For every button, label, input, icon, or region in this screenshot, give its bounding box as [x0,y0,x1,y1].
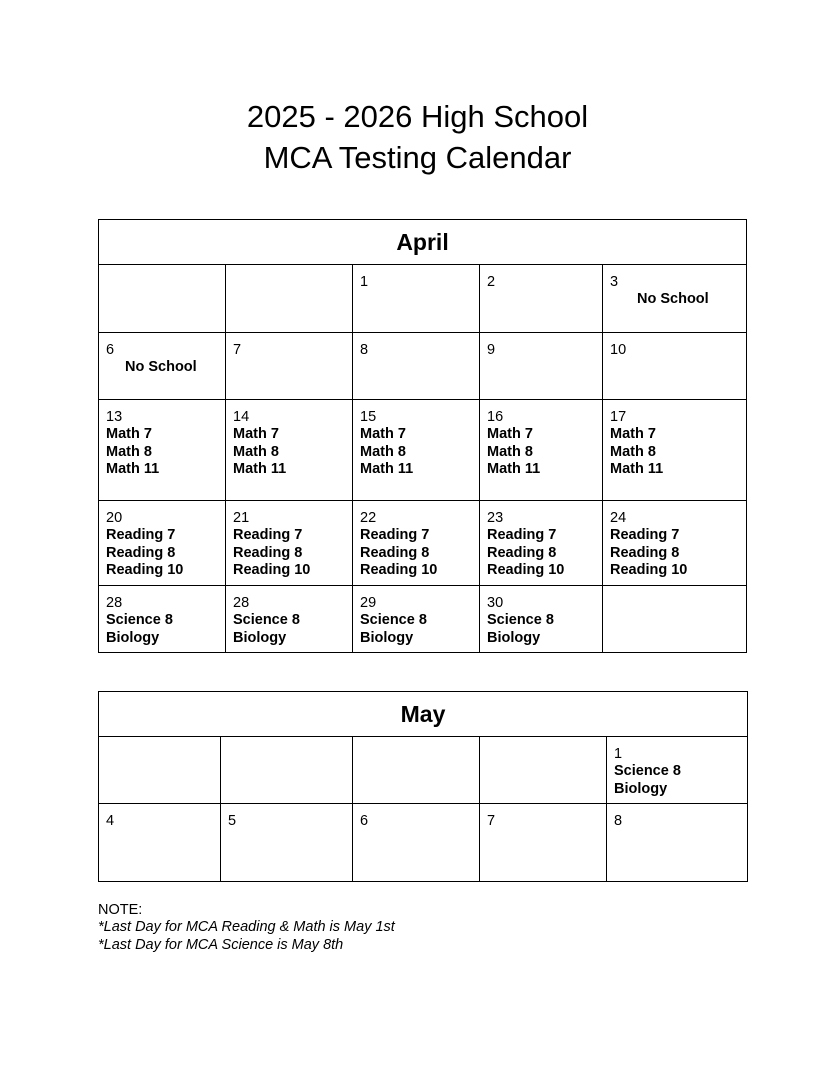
day-event: No School [125,359,197,376]
day-number: 14 [233,409,250,425]
day-number: 22 [360,510,377,526]
day-event: Biology [614,780,668,797]
calendar-week-row [99,333,747,400]
calendar-day-cell [99,333,226,400]
april-calendar-table [98,219,747,653]
calendar-week-row [99,737,748,804]
calendar-day-cell [480,333,603,400]
may-calendar-table [98,691,748,882]
day-number: 15 [360,409,377,425]
day-event: Reading 10 [610,561,688,578]
calendar-day-cell [99,501,226,586]
day-number: 17 [610,409,627,425]
note-line: *Last Day for MCA Reading & Math is May 1st [98,919,395,936]
day-event: Science 8 [614,763,681,780]
day-number: 9 [487,342,496,358]
day-number: 13 [106,409,123,425]
day-number: 10 [610,342,627,358]
day-event: Math 8 [360,443,406,460]
day-event: Math 11 [360,460,414,477]
day-number: 28 [106,595,123,611]
day-event: Reading 7 [233,527,303,544]
day-event: Reading 8 [360,544,430,561]
calendar-day-cell [226,501,353,586]
day-number: 4 [106,813,115,829]
calendar-day-cell [353,586,480,653]
calendar-day-cell [221,804,353,882]
day-event: Reading 8 [610,544,680,561]
calendar-week-row [99,586,747,653]
calendar-day-cell [353,333,480,400]
day-event: Biology [106,629,160,646]
day-event: Reading 7 [106,527,176,544]
calendar-day-cell [603,501,747,586]
day-number: 3 [610,274,619,290]
day-event: Math 8 [106,443,152,460]
calendar-day-cell [99,265,226,333]
day-event: Math 11 [106,460,160,477]
day-event: Biology [233,629,287,646]
calendar-week-row [99,400,747,501]
calendar-day-cell [353,265,480,333]
calendar-day-cell [480,737,607,804]
day-event: Reading 7 [610,527,680,544]
calendar-day-cell [480,400,603,501]
day-number: 29 [360,595,377,611]
calendar-day-cell [353,400,480,501]
day-number: 20 [106,510,123,526]
day-event: Math 7 [487,426,533,443]
day-event: Reading 8 [487,544,557,561]
day-number: 21 [233,510,250,526]
day-number: 1 [360,274,369,290]
day-event: Math 11 [233,460,287,477]
calendar-day-cell [99,400,226,501]
calendar-day-cell [607,804,748,882]
day-event: Reading 10 [487,561,565,578]
day-number: 6 [106,342,115,358]
calendar-day-cell [603,265,747,333]
day-number: 7 [233,342,242,358]
calendar-day-cell [603,333,747,400]
day-number: 2 [487,274,496,290]
calendar-day-cell [603,586,747,653]
day-number: 28 [233,595,250,611]
day-event: Science 8 [106,612,173,629]
day-event: Math 7 [360,426,406,443]
day-number: 1 [614,746,623,762]
day-event: Reading 8 [233,544,303,561]
calendar-day-cell [226,586,353,653]
calendar-day-cell [480,265,603,333]
calendar-day-cell [99,586,226,653]
day-number: 6 [360,813,369,829]
notes-section [98,902,395,954]
page-title [0,96,835,178]
calendar-day-cell [607,737,748,804]
day-event: Reading 7 [360,527,430,544]
day-event: Biology [360,629,414,646]
day-event: Math 8 [233,443,279,460]
day-number: 23 [487,510,504,526]
calendar-day-cell [480,586,603,653]
calendar-day-cell [226,333,353,400]
day-event: Biology [487,629,541,646]
day-event: Math 11 [610,460,664,477]
day-event: Reading 10 [106,561,184,578]
calendar-week-row [99,804,748,882]
day-event: Math 8 [487,443,533,460]
page-title-line-1: 2025 - 2026 High School [246,99,589,134]
day-number: 30 [487,595,504,611]
day-event: Math 7 [610,426,656,443]
calendar-day-cell [99,804,221,882]
day-event: Reading 8 [106,544,176,561]
calendar-week-row [99,265,747,333]
note-line: *Last Day for MCA Science is May 8th [98,936,344,953]
calendar-day-cell [226,265,353,333]
month-header-april: April [99,220,747,265]
day-number: 7 [487,813,496,829]
calendar-day-cell [353,501,480,586]
day-event: Math 8 [610,443,656,460]
day-number: 8 [614,813,623,829]
day-event: Math 11 [487,460,541,477]
day-event: Reading 7 [487,527,557,544]
calendar-day-cell [480,501,603,586]
calendar-day-cell [480,804,607,882]
month-header-may: May [99,692,748,737]
day-number: 8 [360,342,369,358]
day-event: Reading 10 [233,561,311,578]
day-event: Science 8 [487,612,554,629]
day-event: Reading 10 [360,561,438,578]
day-event: Math 7 [106,426,152,443]
day-event: No School [637,291,709,308]
calendar-day-cell [221,737,353,804]
calendar-day-cell [603,400,747,501]
day-number: 16 [487,409,504,425]
calendar-week-row [99,501,747,586]
calendar-day-cell [99,737,221,804]
calendar-day-cell [353,804,480,882]
day-event: Math 7 [233,426,279,443]
page-title-line-2: MCA Testing Calendar [263,140,572,175]
day-number: 24 [610,510,627,526]
calendar-day-cell [226,400,353,501]
calendar-day-cell [353,737,480,804]
notes-heading: NOTE: [98,902,143,918]
day-number: 5 [228,813,237,829]
day-event: Science 8 [233,612,300,629]
day-event: Science 8 [360,612,427,629]
